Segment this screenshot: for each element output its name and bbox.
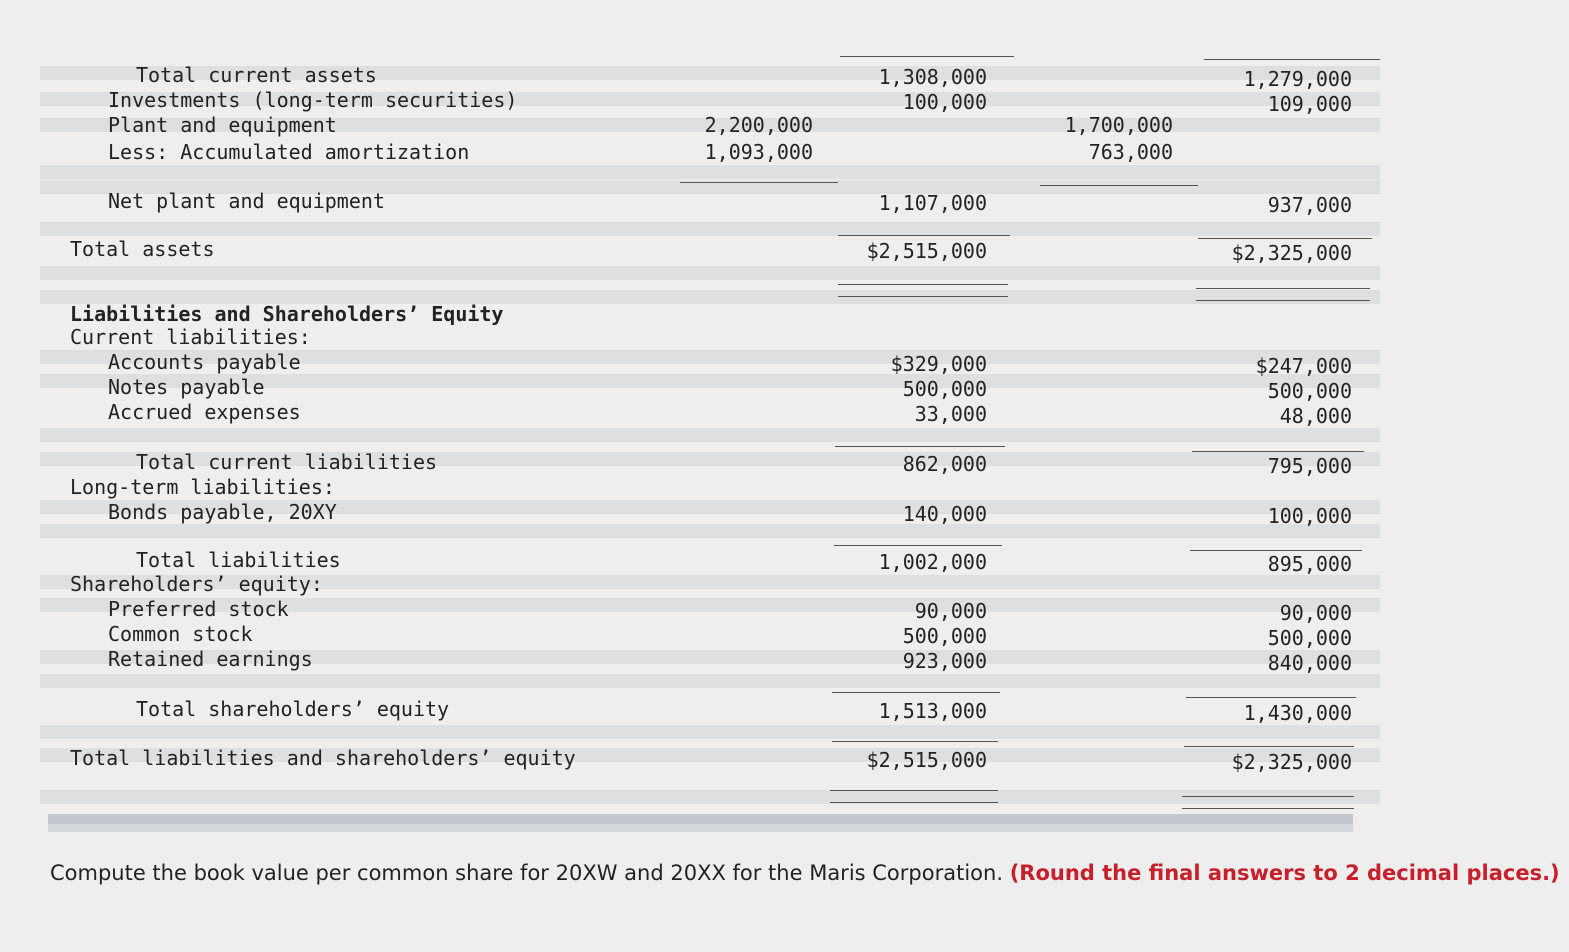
row-label: Less: Accumulated amortization <box>108 140 470 164</box>
amount-b: $2,515,000 <box>866 239 987 263</box>
underline-rule <box>838 296 1008 297</box>
amount-d: $2,325,000 <box>1231 750 1352 774</box>
amount-d: $247,000 <box>1255 354 1352 378</box>
amount-c: 763,000 <box>1088 140 1173 164</box>
underline-rule <box>1182 808 1354 809</box>
question-prompt <box>50 860 1565 887</box>
table-row <box>0 548 1400 576</box>
underline-rule <box>680 182 838 183</box>
underline-rule <box>840 56 1014 57</box>
underline-rule <box>832 741 998 742</box>
row-label: Preferred stock <box>108 597 289 621</box>
row-label: Accrued expenses <box>108 400 301 424</box>
amount-b: 33,000 <box>914 402 987 426</box>
underline-rule <box>1184 746 1354 747</box>
row-stripe <box>40 524 1380 538</box>
underline-rule <box>1204 59 1380 60</box>
row-stripe <box>40 266 1380 280</box>
amount-b: 140,000 <box>902 502 987 526</box>
table-row <box>0 475 1400 499</box>
amount-d: 500,000 <box>1267 379 1352 403</box>
row-label: Total current assets <box>136 63 377 87</box>
amount-b: $2,515,000 <box>866 748 987 772</box>
underline-rule <box>1192 451 1364 452</box>
table-row <box>0 597 1400 625</box>
row-label: Current liabilities: <box>70 325 311 349</box>
amount-d: 500,000 <box>1267 626 1352 650</box>
amount-b: 1,513,000 <box>878 699 987 723</box>
table-row <box>0 63 1400 91</box>
table-row <box>0 500 1400 528</box>
amount-c: 1,700,000 <box>1064 113 1173 137</box>
table-row <box>0 697 1400 725</box>
table-row <box>0 113 1400 137</box>
row-label: Common stock <box>108 622 253 646</box>
row-stripe <box>40 222 1380 236</box>
table-row <box>0 88 1400 116</box>
amount-d: 795,000 <box>1267 454 1352 478</box>
row-label: Net plant and equipment <box>108 189 385 213</box>
underline-rule <box>835 446 1005 447</box>
row-stripe <box>40 165 1380 179</box>
row-label: Total assets <box>70 237 215 261</box>
question-text: Compute the book value per common share for 20XW and 20XX for the Maris Corporation. <box>50 861 1003 885</box>
table-row <box>0 622 1400 650</box>
table-row <box>0 375 1400 403</box>
row-stripe <box>40 674 1380 688</box>
divider <box>48 814 1353 832</box>
row-label: Bonds payable, 20XY <box>108 500 337 524</box>
row-label: Retained earnings <box>108 647 313 671</box>
rounding-hint: (Round the final answers to 2 decimal places.) <box>1009 861 1560 885</box>
amount-b: 500,000 <box>902 624 987 648</box>
amount-b: 90,000 <box>914 599 987 623</box>
underline-rule <box>1196 300 1370 301</box>
table-row <box>0 140 1400 164</box>
amount-b: 923,000 <box>902 649 987 673</box>
underline-rule <box>1198 238 1372 239</box>
table-row <box>0 189 1400 217</box>
underline-rule <box>1196 288 1370 289</box>
amount-b: 1,002,000 <box>878 550 987 574</box>
table-row <box>0 400 1400 428</box>
underline-rule <box>832 692 1000 693</box>
underline-rule <box>834 545 1002 546</box>
row-label: Long-term liabilities: <box>70 475 335 499</box>
amount-b: 1,308,000 <box>878 65 987 89</box>
amount-d: 937,000 <box>1267 193 1352 217</box>
table-row <box>0 350 1400 378</box>
row-label: Total liabilities and shareholders’ equity <box>70 746 576 770</box>
table-row <box>0 647 1400 675</box>
underline-rule <box>1040 185 1198 186</box>
table-row <box>0 302 1400 326</box>
table-row <box>0 237 1400 265</box>
amount-b: 862,000 <box>902 452 987 476</box>
amount-d: 109,000 <box>1267 92 1352 116</box>
row-label: Total liabilities <box>136 548 341 572</box>
amount-b: 500,000 <box>902 377 987 401</box>
underline-rule <box>1182 796 1354 797</box>
amount-b: 1,107,000 <box>878 191 987 215</box>
amount-d: $2,325,000 <box>1231 241 1352 265</box>
row-label: Total shareholders’ equity <box>136 697 450 721</box>
row-stripe <box>40 725 1380 739</box>
row-label: Liabilities and Shareholders’ Equity <box>70 302 504 326</box>
row-label: Notes payable <box>108 375 265 399</box>
row-stripe <box>40 790 1380 804</box>
row-stripe <box>40 428 1380 442</box>
table-row <box>0 746 1400 774</box>
row-label: Shareholders’ equity: <box>70 572 323 596</box>
table-row <box>0 325 1400 349</box>
amount-b: $329,000 <box>890 352 987 376</box>
underline-rule <box>830 790 998 791</box>
amount-d: 1,430,000 <box>1243 701 1352 725</box>
amount-d: 90,000 <box>1279 601 1352 625</box>
row-label: Accounts payable <box>108 350 301 374</box>
amount-b: 100,000 <box>902 90 987 114</box>
underline-rule <box>1190 550 1362 551</box>
amount-a: 1,093,000 <box>704 140 813 164</box>
underline-rule <box>1186 697 1356 698</box>
amount-d: 895,000 <box>1267 552 1352 576</box>
amount-d: 100,000 <box>1267 504 1352 528</box>
row-label: Investments (long-term securities) <box>108 88 518 112</box>
underline-rule <box>838 235 1010 236</box>
amount-d: 48,000 <box>1279 404 1352 428</box>
underline-rule <box>838 284 1008 285</box>
row-label: Plant and equipment <box>108 113 337 137</box>
underline-rule <box>830 802 998 803</box>
row-label: Total current liabilities <box>136 450 438 474</box>
amount-d: 840,000 <box>1267 651 1352 675</box>
table-row <box>0 450 1400 478</box>
amount-a: 2,200,000 <box>704 113 813 137</box>
table-row <box>0 572 1400 596</box>
amount-d: 1,279,000 <box>1243 67 1352 91</box>
